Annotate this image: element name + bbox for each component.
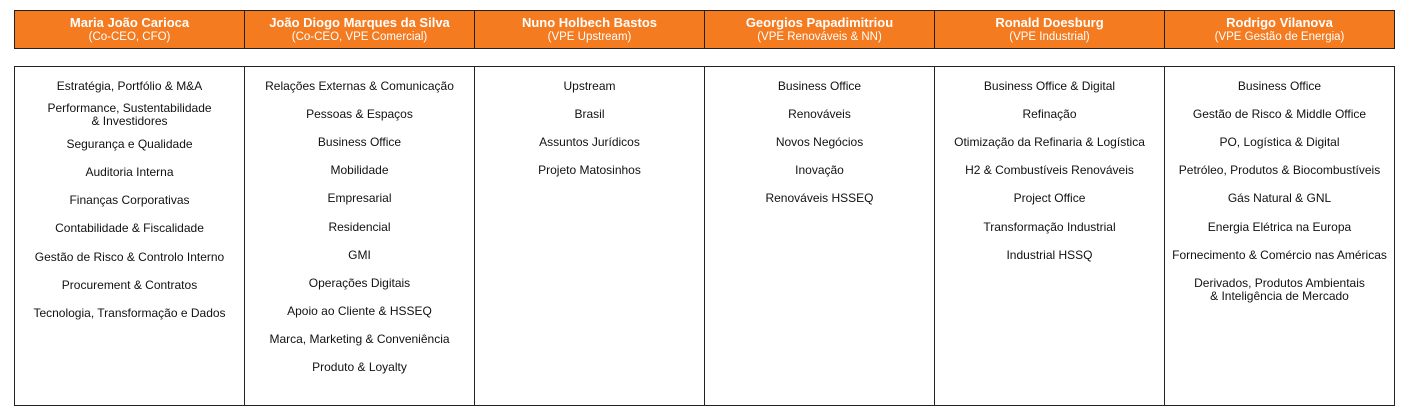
person-name: Rodrigo Vilanova <box>1226 15 1333 30</box>
area-item: Tecnologia, Transformação e Dados <box>33 305 226 320</box>
area-item: H2 & Combustíveis Renováveis <box>965 163 1134 178</box>
area-item: Residencial <box>328 219 391 234</box>
area-item: Inovação <box>795 163 844 178</box>
header-cell-doesburg <box>935 11 1165 48</box>
header-cell-bastos <box>475 11 705 48</box>
header-cell-marques-da-silva <box>245 11 475 48</box>
person-name: Ronald Doesburg <box>995 15 1104 30</box>
area-item: Finanças Corporativas <box>69 193 190 208</box>
column-carioca <box>15 67 245 405</box>
area-item: Procurement & Contratos <box>61 277 198 292</box>
area-item: GMI <box>348 247 371 262</box>
area-item: Apoio ao Cliente & HSSEQ <box>287 304 432 319</box>
person-role: (VPE Renováveis & NN) <box>757 31 882 43</box>
area-item: Transformação Industrial <box>983 219 1116 234</box>
person-name: Georgios Papadimitriou <box>745 15 894 30</box>
area-item: Relações Externas & Comunicação <box>265 78 454 93</box>
person-role: (Co-CEO, CFO) <box>88 31 171 43</box>
header-cell-vilanova <box>1165 11 1394 48</box>
area-item: Business Office <box>777 78 862 93</box>
area-item: Business Office & Digital <box>983 78 1116 93</box>
area-item: Gestão de Risco & Middle Office <box>1192 106 1367 121</box>
person-name: Maria João Carioca <box>69 15 190 30</box>
area-item: Pessoas & Espaços <box>306 106 413 121</box>
area-item: Petróleo, Produtos & Biocombustíveis <box>1178 163 1381 178</box>
area-item: Segurança e Qualidade <box>66 136 193 151</box>
area-item: PO, Logística & Digital <box>1219 134 1340 149</box>
header-cell-papadimitriou <box>705 11 935 48</box>
person-name: João Diogo Marques da Silva <box>269 15 450 30</box>
column-marques-da-silva <box>245 67 475 405</box>
area-item: Brasil <box>574 106 605 121</box>
area-item: Assuntos Jurídicos <box>539 134 640 149</box>
column-doesburg <box>935 67 1165 405</box>
area-item: Marca, Marketing & Conveniência <box>269 332 450 347</box>
area-item: Operações Digitais <box>308 275 411 290</box>
column-papadimitriou <box>705 67 935 405</box>
person-role: (VPE Industrial) <box>1009 31 1090 43</box>
area-item: Energia Elétrica na Europa <box>1207 219 1352 234</box>
area-item: Project Office <box>1013 191 1086 206</box>
header-cell-carioca <box>15 11 245 48</box>
responsibility-table <box>14 66 1395 406</box>
area-item: Business Office <box>317 134 402 149</box>
area-item: Renováveis HSSEQ <box>765 191 874 206</box>
header-row <box>14 10 1395 49</box>
area-item: Estratégia, Portfólio & M&A <box>56 78 203 93</box>
area-item: Projeto Matosinhos <box>538 163 641 178</box>
person-role: (VPE Upstream) <box>547 31 632 43</box>
area-item: Gás Natural & GNL <box>1227 191 1332 206</box>
area-item: Novos Negócios <box>775 134 864 149</box>
person-role: (VPE Gestão de Energia) <box>1214 31 1345 43</box>
area-item: Derivados, Produtos Ambientais & Inteligência de Mercado <box>1194 276 1365 304</box>
area-item: Upstream <box>563 78 616 93</box>
area-item: Business Office <box>1237 78 1322 93</box>
area-item: Fornecimento & Comércio nas Américas <box>1172 247 1387 262</box>
area-item: Industrial HSSQ <box>1006 247 1093 262</box>
area-item: Produto & Loyalty <box>312 360 407 375</box>
area-item: Mobilidade <box>330 163 389 178</box>
area-item: Refinação <box>1022 106 1077 121</box>
area-item: Auditoria Interna <box>85 164 174 179</box>
person-role: (Co-CEO, VPE Comercial) <box>291 31 428 43</box>
area-item: Contabilidade & Fiscalidade <box>55 221 204 236</box>
area-item: Gestão de Risco & Controlo Interno <box>34 249 225 264</box>
person-name: Nuno Holbech Bastos <box>521 15 658 30</box>
area-item: Otimização da Refinaria & Logística <box>954 134 1145 149</box>
area-item: Empresarial <box>327 191 392 206</box>
area-item: Renováveis <box>788 106 851 121</box>
area-item: Performance, Sustentabilidade & Investidores <box>47 101 212 129</box>
column-vilanova <box>1165 67 1394 405</box>
column-bastos <box>475 67 705 405</box>
